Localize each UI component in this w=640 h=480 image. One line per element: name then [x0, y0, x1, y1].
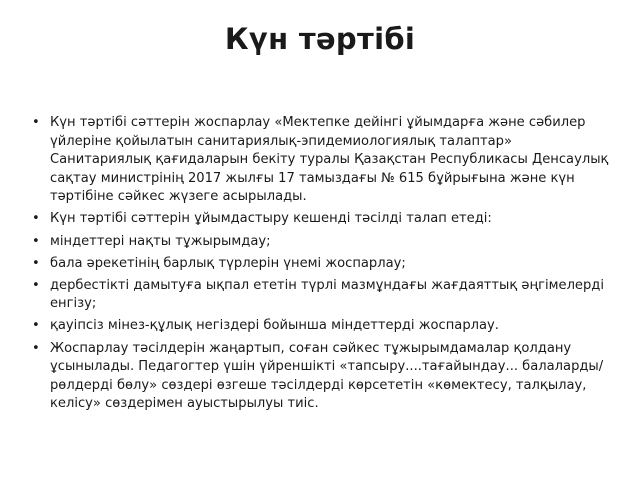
slide-title: Күн тәртібі	[224, 22, 416, 56]
bullet-item: • Жоспарлау тәсілдерін жаңартып, соған сәйкес тұжырымдамалар қолдану ұсынылады. Педагогтер үшін үйреншікті «тапсыру....тағайындау... балаларды/рөлдерді бөлу» сөздері өзгеше тәсілдерді көрсететін «көмектесу, талқылау, келісу» сөздерімен ауыстырылуы тиіс.	[32, 340, 612, 414]
bullet-item: • Күн тәртібі сәттерін жоспарлау «Мектепке дейінгі ұйымдарға және сәбилер үйлеріне қойылатын санитариялық-эпидемиологиялық талаптар» Санитариялық қағидаларын бекіту туралы Қазақстан Республикасы Денсаулық сақтау министрінің 2017 жылғы 17 тамыздағы № 615 бұйрығына және күн тәртібіне сәйкес жүзеге асырылады.	[32, 114, 612, 207]
bullet-item: • қауіпсіз мінез-құлық негіздері бойынша міндеттерді жоспарлау.	[32, 317, 612, 336]
bullet-list	[32, 114, 612, 417]
bullet-item: • Күн тәртібі сәттерін ұйымдастыру кешенді тәсілді талап етеді:	[32, 210, 612, 229]
bullet-item: • дербестікті дамытуға ықпал ететін түрлі мазмұндағы жағдаяттық әңгімелерді енгізу;	[32, 277, 612, 314]
bullet-item: • міндеттері нақты тұжырымдау;	[32, 233, 612, 252]
bullet-item: • бала әрекетінің барлық түрлерін үнемі жоспарлау;	[32, 255, 612, 274]
